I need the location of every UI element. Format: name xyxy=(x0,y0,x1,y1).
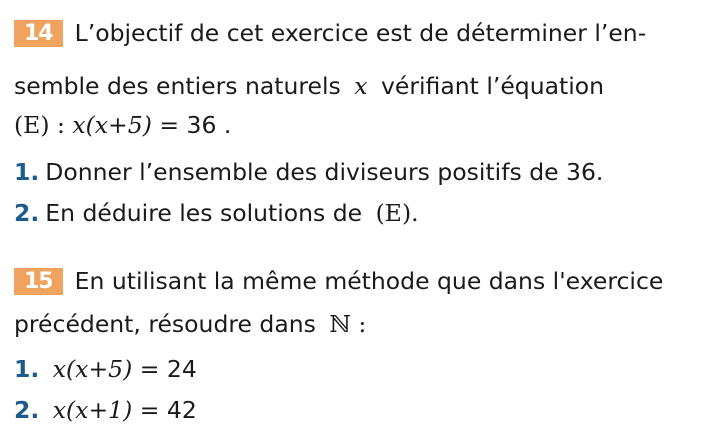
question-text: En déduire les solutions de xyxy=(45,199,363,227)
exercise-14-line-2 xyxy=(14,71,604,101)
equation-value: = 24 xyxy=(139,355,197,383)
exercise-14-line-1 xyxy=(14,18,646,48)
exercise-text: En utilisant la même méthode que dans l'exercice xyxy=(74,267,664,295)
exercise-number-badge: 15 xyxy=(14,268,63,295)
question-number: 2. xyxy=(14,199,40,227)
equation-line xyxy=(14,110,231,140)
exercise-15-line-1 xyxy=(14,266,663,296)
equation-reference: (E). xyxy=(375,199,419,227)
question-14-1 xyxy=(14,157,603,187)
exercise-text: semble des entiers naturels xyxy=(14,72,341,100)
question-text: Donner l’ensemble des diviseurs positifs de 36. xyxy=(45,158,604,186)
equation-value: = 36 . xyxy=(159,111,232,139)
question-number: 1. xyxy=(14,158,40,186)
equation-label: (E) : xyxy=(14,111,65,139)
exercise-text: vérifiant l’équation xyxy=(381,72,605,100)
equation-expression: x(x+5) xyxy=(72,111,152,139)
question-number: 2. xyxy=(14,396,40,424)
exercise-text: L’objectif de cet exercice est de déterminer l’en- xyxy=(74,19,647,47)
equation-expression: x(x+1) xyxy=(52,396,133,424)
question-15-2 xyxy=(14,395,197,425)
equation-expression: x(x+5) xyxy=(52,355,133,383)
natural-numbers-set: ℕ : xyxy=(329,310,367,338)
variable-x: x xyxy=(354,72,368,100)
question-number: 1. xyxy=(14,355,40,383)
question-14-2 xyxy=(14,198,419,228)
exercise-number-badge: 14 xyxy=(14,20,63,47)
equation-value: = 42 xyxy=(139,396,197,424)
question-15-1 xyxy=(14,354,197,384)
exercise-15-line-2 xyxy=(14,309,366,339)
exercise-text: précédent, résoudre dans xyxy=(14,310,316,338)
